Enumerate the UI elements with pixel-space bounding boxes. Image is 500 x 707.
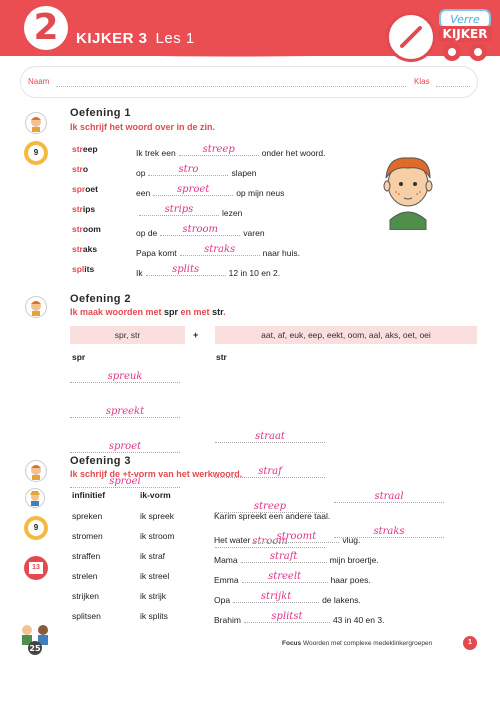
handwritten-answer: stroom: [252, 536, 288, 547]
infinitive-cell: strijken: [72, 591, 99, 601]
sentence-before: Emma: [214, 575, 239, 585]
handwritten-answer: stro: [178, 164, 199, 175]
sentence-before: een: [136, 188, 151, 198]
word-prefix: spl: [72, 264, 85, 274]
magnifier-icon-2: [24, 516, 48, 540]
handwritten-answer: streelt: [268, 571, 302, 582]
handwritten-answer: spreekt: [105, 406, 145, 417]
pencil-badge: [386, 12, 436, 62]
handwritten-answer: straf: [258, 466, 282, 477]
boy-icon-3: [25, 460, 47, 482]
word-rest: its: [84, 264, 95, 274]
exercise3-sentence: [214, 591, 361, 605]
exercise2-title: Oefening 2: [70, 293, 131, 305]
exercise1-sentence: [136, 264, 280, 278]
word-rest: ips: [82, 204, 96, 214]
name-label: Naam: [28, 77, 50, 86]
handwritten-answer: sproet: [177, 184, 210, 195]
ik-form-cell: ik streel: [140, 571, 170, 581]
exercise1-instruction: Ik schrijf het woord over in de zin.: [70, 122, 216, 132]
str-answer-line[interactable]: [215, 428, 325, 443]
sentence-after: de lakens.: [322, 595, 361, 605]
handwritten-answer: streep: [202, 144, 235, 155]
infinitive-cell: spreken: [72, 511, 103, 521]
name-box: [20, 66, 478, 98]
magnifier-number: 9: [28, 145, 44, 161]
sentence-after: varen: [243, 228, 265, 238]
exercise1-word: [72, 184, 98, 194]
magnifier-number-2: 9: [28, 520, 44, 536]
lesson-number: 2: [24, 6, 68, 50]
series-name: KIJKER 3: [76, 30, 148, 47]
boy-illustration: [378, 150, 438, 230]
answer-blank[interactable]: [253, 531, 339, 543]
ik-form-cell: ik stroom: [140, 531, 175, 541]
sentence-before: Het water: [214, 535, 251, 545]
sentence-before: Ik: [136, 268, 143, 278]
plus-sign: +: [193, 330, 199, 340]
instr-part: Ik maak woorden met: [70, 307, 165, 317]
page-number: 1: [463, 636, 477, 650]
worker-icon: [25, 488, 45, 508]
exercise1-word: [72, 244, 97, 254]
ik-form-cell: ik strijk: [140, 591, 166, 601]
handwritten-answer: stroom: [182, 224, 219, 235]
sentence-before: Brahim: [214, 615, 241, 625]
word-rest: eep: [82, 144, 98, 154]
handwritten-answer: streep: [253, 501, 287, 512]
word-prefix: spr: [72, 184, 86, 194]
str-answer-line[interactable]: [334, 488, 444, 503]
ik-form-cell: ik spreek: [140, 511, 175, 521]
head-ik-vorm: ik-vorm: [140, 490, 171, 500]
handwritten-answer: sproei: [109, 476, 141, 487]
word-prefix: str: [72, 204, 83, 214]
ik-form-cell: ik splits: [140, 611, 168, 621]
focus-text: Woorden met complexe medeklinkergroepen: [302, 640, 433, 647]
class-label: Klas: [414, 77, 430, 86]
boy-icon: [25, 112, 47, 134]
exercise1-sentence: [136, 244, 300, 258]
answer-blank[interactable]: [233, 591, 319, 603]
handwritten-answer: stroomt: [276, 531, 317, 542]
sentence-before: Karim spreekt een andere taal.: [214, 511, 331, 521]
answer-blank[interactable]: [153, 184, 233, 196]
infinitive-cell: splitsen: [72, 611, 101, 621]
handwritten-answer: splits: [172, 264, 200, 275]
focus-label: Focus: [282, 640, 302, 647]
exercise3-title: Oefening 3: [70, 455, 131, 467]
logo-top-text: Verre: [450, 13, 480, 26]
exercise1-sentence: [136, 224, 265, 238]
sentence-after: lezen: [222, 208, 243, 218]
word-rest: aks: [82, 244, 98, 254]
instr-part: .: [223, 307, 226, 317]
handwritten-answer: straat: [255, 431, 285, 442]
exercise1-word: [72, 224, 101, 234]
pencil-icon: [389, 15, 433, 59]
exercise3-instruction: Ik schrijf de +t-vorm van het werkwoord.: [70, 469, 243, 479]
col-spr-head: spr: [72, 352, 86, 362]
col-str-head: str: [216, 352, 227, 362]
word-rest: oet: [85, 184, 98, 194]
handwritten-answer: straal: [374, 491, 404, 502]
answer-blank[interactable]: [180, 244, 260, 256]
footer-focus: [282, 640, 432, 647]
exercise1-word: [72, 204, 95, 214]
sentence-after: vlug.: [342, 535, 361, 545]
class-field[interactable]: [436, 86, 470, 87]
word-prefix: str: [72, 244, 83, 254]
exercise3-sentence: [214, 551, 379, 565]
exercise3-sentence: [214, 611, 384, 625]
spr-answer-line[interactable]: [70, 438, 180, 453]
verrekijker-logo: [434, 6, 496, 64]
answer-blank[interactable]: [148, 164, 228, 176]
answer-blank[interactable]: [242, 571, 328, 583]
sentence-before: op de: [136, 228, 158, 238]
ik-form-cell: ik straf: [140, 551, 166, 561]
answer-blank[interactable]: [146, 264, 226, 276]
answer-blank[interactable]: [179, 144, 259, 156]
exercise3-sentence: [214, 531, 360, 545]
handwritten-answer: strijkt: [260, 591, 292, 602]
word-rest: o: [82, 164, 89, 174]
sentence-after: onder het woord.: [261, 148, 326, 158]
instr-str: str: [212, 307, 224, 317]
word-prefix: str: [72, 164, 83, 174]
sentence-after: 43 in 40 en 3.: [332, 615, 385, 625]
exercise1-word: [72, 164, 88, 174]
exercise1-sentence: [136, 164, 257, 178]
handwritten-answer: spreuk: [107, 371, 143, 382]
word-prefix: str: [72, 144, 83, 154]
kids-badge-number: 25: [29, 644, 41, 653]
answer-blank[interactable]: [160, 224, 240, 236]
sentence-after: mijn broertje.: [329, 555, 379, 565]
endings-box: aat, af, euk, eep, eekt, oom, aal, aks, oet, oei: [215, 326, 477, 344]
sentence-after: naar huis.: [262, 248, 300, 258]
lesson-label: Les 1: [155, 30, 195, 47]
lesson-title: [76, 30, 195, 47]
spr-answer-line[interactable]: [70, 403, 180, 418]
sentence-before: op: [136, 168, 146, 178]
instr-part: en met: [178, 307, 213, 317]
sentence-before: Ik trek een: [136, 148, 176, 158]
sentence-after: 12 in 10 en 2.: [228, 268, 281, 278]
exercise1-sentence: [136, 184, 284, 198]
word-rest: oom: [82, 224, 101, 234]
sentence-before: Opa: [214, 595, 231, 605]
exercise2-instruction: [70, 307, 226, 317]
exercise1-word: [72, 144, 98, 154]
magnifier-icon: [24, 141, 48, 165]
sentence-after: slapen: [231, 168, 257, 178]
handwritten-answer: strips: [164, 204, 194, 215]
infinitive-cell: stromen: [72, 531, 103, 541]
sentence-after: haar poes.: [330, 575, 371, 585]
infinitive-cell: strelen: [72, 571, 98, 581]
sentence-before: Papa komt: [136, 248, 177, 258]
handwritten-answer: straft: [269, 551, 298, 562]
boy-icon-2: [25, 296, 47, 318]
exercise1-word: [72, 264, 94, 274]
exercise3-sentence: [214, 571, 371, 585]
exercise1-sentence: [136, 144, 325, 158]
sentence-after: op mijn neus: [236, 188, 285, 198]
calendar-icon: [24, 556, 48, 580]
infinitive-cell: straffen: [72, 551, 101, 561]
answer-blank[interactable]: [244, 611, 330, 623]
logo-bottom-text: KIJKER: [442, 27, 488, 41]
exercise1-title: Oefening 1: [70, 107, 131, 119]
answer-blank[interactable]: [241, 551, 327, 563]
instr-spr: spr: [164, 307, 179, 317]
answer-blank[interactable]: [139, 204, 219, 216]
handwritten-answer: straks: [204, 244, 236, 255]
kids-icon: [18, 620, 52, 656]
name-field[interactable]: [56, 86, 406, 87]
letters-box: spr, str: [70, 326, 185, 344]
word-prefix: str: [72, 224, 83, 234]
calendar-number: 13: [29, 562, 43, 574]
spr-answer-line[interactable]: [70, 368, 180, 383]
sentence-before: Mama: [214, 555, 238, 565]
exercise3-sentence: [214, 511, 330, 521]
handwritten-answer: straks: [373, 526, 405, 537]
handwritten-answer: sproet: [108, 441, 142, 452]
head-infinitief: infinitief: [72, 490, 106, 500]
exercise1-sentence: [136, 204, 242, 218]
handwritten-answer: splitst: [271, 611, 303, 622]
